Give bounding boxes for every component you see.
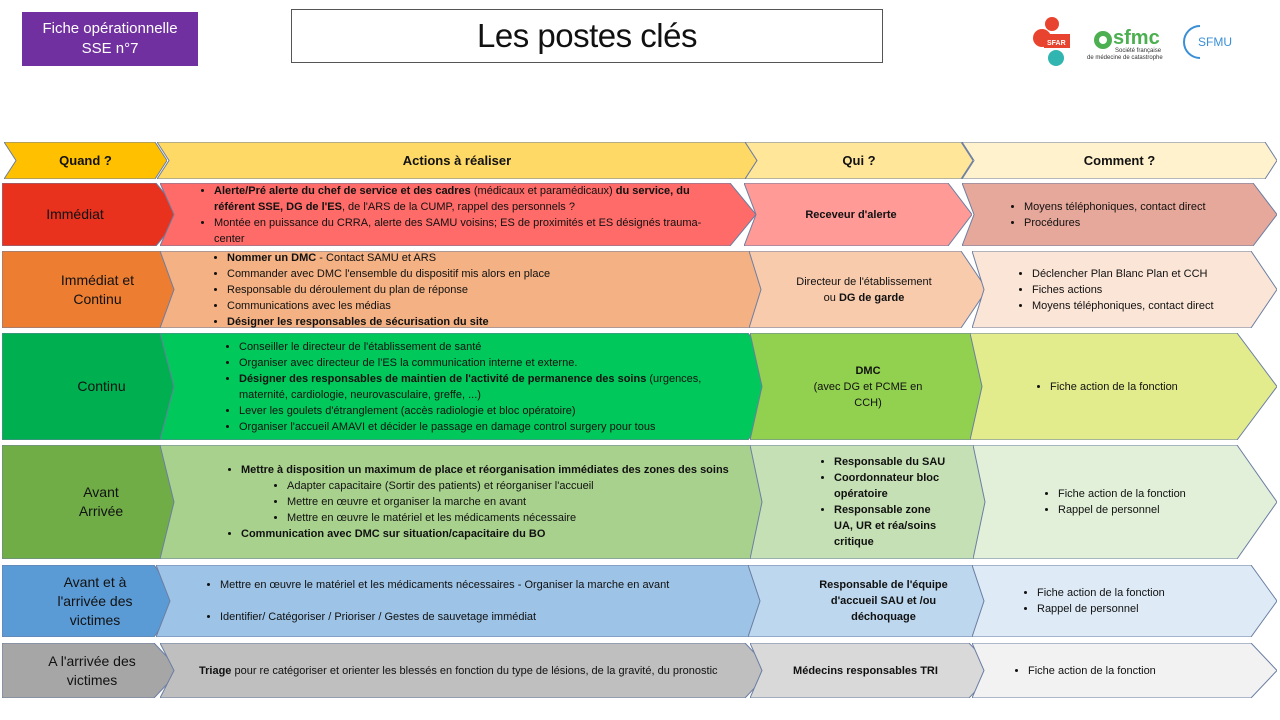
- row5-action-1: • Mettre en œuvre le matériel et les médicaments nécessaires - Organiser la marche en avant: [220, 577, 738, 593]
- badge-line2: SSE n°7: [81, 40, 139, 57]
- row2-qui: [749, 251, 987, 328]
- row3-when-label: Continu: [77, 378, 126, 394]
- row3-action-5: • Organiser l'accueil AMAVI et décider le passage en damage control surgery pour tous: [239, 419, 728, 435]
- page-title: Les postes clés: [477, 17, 697, 54]
- row5-comment-1: • Fiche action de la fonction: [1037, 585, 1237, 601]
- row3-qui-line1: DMC: [855, 364, 881, 377]
- row3-actions: [160, 333, 788, 440]
- row1-comment-2: • Procédures: [1024, 215, 1247, 231]
- logos: [1030, 14, 1260, 70]
- header-quand-label: Quand ?: [59, 153, 112, 168]
- row4-qui-2: • Coordonnateur bloc opératoire: [834, 470, 952, 502]
- row6-when-label: A l'arrivée des victimes: [48, 652, 136, 688]
- row4-qui-1: • Responsable du SAU: [834, 454, 952, 470]
- row1-when: [2, 183, 182, 246]
- sfmu-logo: [1184, 26, 1232, 58]
- row2-qui-line1: Directeur de l'établissement: [796, 275, 932, 288]
- row2-action-4: • Communications avec les médias: [227, 298, 737, 314]
- row1-comment-1: • Moyens téléphoniques, contact direct: [1024, 199, 1247, 215]
- row6-comment-1: • Fiche action de la fonction: [1028, 663, 1237, 679]
- row6-qui-label: Médecins responsables TRI: [793, 664, 938, 677]
- row2-qui-line2: ou DG de garde: [823, 291, 905, 304]
- row2-actions: [160, 251, 777, 328]
- row4-comment-2: • Rappel de personnel: [1058, 502, 1237, 518]
- row3-action-4: • Lever les goulets d'étranglement (accès radiologie et bloc opératoire): [239, 403, 728, 419]
- title-box: [291, 9, 883, 63]
- row2-action-1: • Nommer un DMC - Contact SAMU et ARS: [227, 251, 737, 266]
- row5-action-2: • Identifier/ Catégoriser / Prioriser / Gestes de sauvetage immédiat: [220, 609, 738, 625]
- row5-actions: [156, 565, 778, 637]
- sfmc-text: sfmc: [1113, 27, 1160, 49]
- row6-actions: [160, 643, 771, 698]
- row5-qui: [748, 565, 1001, 637]
- row1-comment: [962, 183, 1277, 246]
- row2-comment-2: • Fiches actions: [1032, 282, 1227, 298]
- row2-comment-1: • Déclencher Plan Blanc Plan et CCH: [1032, 266, 1227, 282]
- row6-comment: [972, 643, 1277, 698]
- row4-comment-1: • Fiche action de la fonction: [1058, 486, 1237, 502]
- row1-when-label: Immédiat: [46, 206, 104, 222]
- row1-qui-label: Receveur d'alerte: [805, 208, 897, 221]
- row4-action-1: • Mettre à disposition un maximum de place et réorganisation immédiates des zones des soins: [241, 462, 730, 478]
- row3-qui-line2: (avec DG et PCME en CCH): [813, 380, 923, 409]
- row5-qui-label: Responsable de l'équipe d'accueil SAU et /ou déchoquage: [819, 579, 948, 623]
- header-actions-label: Actions à réaliser: [402, 153, 512, 168]
- row4-action-2: • Communication avec DMC sur situation/capacitaire du BO: [241, 526, 730, 542]
- sheet-badge: [22, 12, 198, 66]
- header-qui-label: Qui ?: [842, 153, 876, 168]
- row5-when-label: Avant et à l'arrivée des victimes: [57, 573, 133, 628]
- row2-action-5: • Désigner les responsables de sécurisation du site: [227, 314, 737, 329]
- sfmc-logo: [1087, 27, 1163, 61]
- row4-subaction-2: • Mettre en œuvre et organiser la marche en avant: [287, 494, 730, 510]
- header-comment-label: Comment ?: [1083, 153, 1156, 168]
- sfmc-sub2: de médecine de catastrophe: [1087, 55, 1163, 61]
- row3-action-2: • Organiser avec directeur de l'ES la communication interne et externe.: [239, 355, 728, 371]
- row2-action-2: • Commander avec DMC l'ensemble du dispositif mis alors en place: [227, 266, 737, 282]
- row3-comment: [970, 333, 1277, 440]
- sfmu-text: SFMU: [1198, 35, 1232, 49]
- row4-subaction-3: • Mettre en œuvre le matériel et les médicaments nécessaire: [287, 510, 730, 526]
- sfar-text: SFAR: [1047, 40, 1066, 47]
- row1-qui: [744, 183, 972, 246]
- row4-qui-3: • Responsable zone UA, UR et réa/soins critique: [834, 502, 952, 550]
- row3-comment-1: • Fiche action de la fonction: [1050, 379, 1237, 395]
- row5-when: [2, 565, 180, 637]
- row6-action-1: Triage pour re catégoriser et orienter les blessés en fonction du type de lésions, de la gravité, du pronostic: [199, 664, 718, 677]
- row6-when: [2, 643, 180, 698]
- row4-subaction-1: • Adapter capacitaire (Sortir des patients) et réorganiser l'accueil: [287, 478, 730, 494]
- header-actions: [157, 142, 757, 179]
- badge-line1: Fiche opérationnelle: [42, 20, 178, 37]
- row5-comment-2: • Rappel de personnel: [1037, 601, 1237, 617]
- row2-comment-3: • Moyens téléphoniques, contact direct: [1032, 298, 1227, 314]
- sfmc-sub1: Société française: [1115, 48, 1162, 54]
- sfar-logo: [1033, 17, 1070, 66]
- row6-qui: [750, 643, 995, 698]
- header-qui: [745, 142, 973, 179]
- row4-actions: [160, 445, 796, 559]
- row3-action-3: • Désigner des responsables de maintien de l'activité de permanence des soins (urgences, maternité, cardiologie, neurovasculaire, greffe, ...): [239, 371, 728, 403]
- row1-action-1: • Alerte/Pré alerte du chef de service et des cadres (médicaux et paramédicaux) du service, du référent SSE, DG de l'ES, de l'ARS de la CUMP, rappel des personnels ?: [214, 183, 716, 215]
- row2-when-label: Immédiat et Continu: [60, 271, 135, 307]
- row2-comment: [972, 251, 1277, 328]
- row1-action-2: • Montée en puissance du CRRA, alerte des SAMU voisins; ES de proximités et ES désignés trauma-center: [214, 215, 716, 247]
- row2-action-3: • Responsable du déroulement du plan de réponse: [227, 282, 737, 298]
- row1-actions: [160, 183, 756, 246]
- row4-when-label: Avant Arrivée: [78, 484, 124, 519]
- header-comment: [962, 142, 1277, 179]
- header-quand: [4, 142, 167, 179]
- row5-comment: [972, 565, 1277, 637]
- row3-action-1: • Conseiller le directeur de l'établissement de santé: [239, 339, 728, 355]
